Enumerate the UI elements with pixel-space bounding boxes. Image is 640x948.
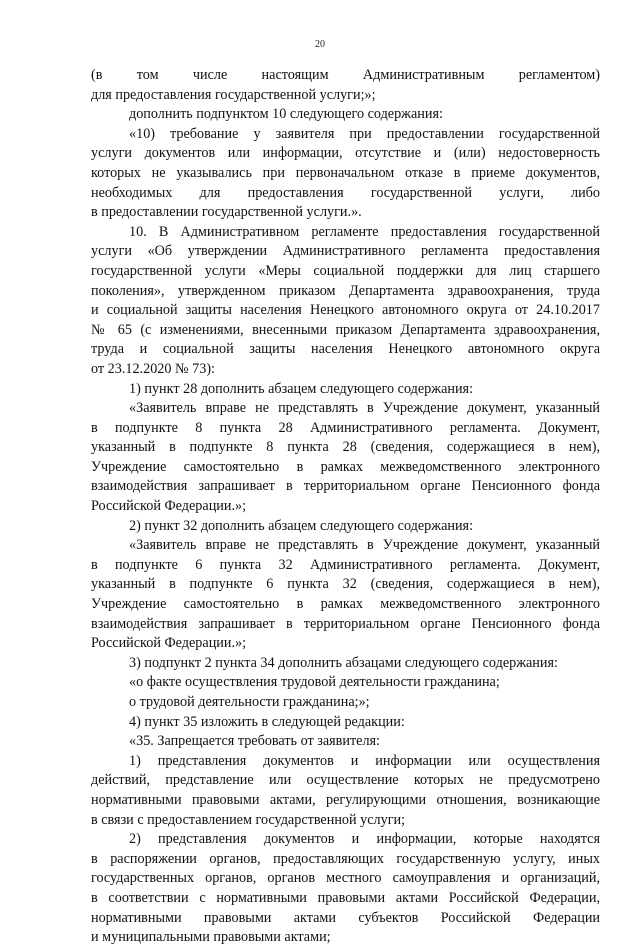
- text-line: 2) пункт 32 дополнить абзацем следующего содержания:: [129, 517, 474, 534]
- text-line: услуги «Об утверждении Административного регламента предоставления: [91, 243, 600, 260]
- text-line: труда и социальной защиты населения Ненецкого автономного округа: [91, 341, 600, 358]
- text-line: взаимодействия запрашивает в территориальном органе Пенсионного фонда: [91, 478, 600, 495]
- text-line: в предоставлении государственной услуги.».: [91, 204, 362, 221]
- text-line: «Заявитель вправе не представлять в Учреждение документ, указанный: [129, 400, 600, 417]
- text-line: Российской Федерации.»;: [91, 635, 247, 652]
- text-line: «35. Запрещается требовать от заявителя:: [129, 733, 380, 750]
- text-line: Учреждение самостоятельно в рамках межведомственного электронного: [91, 458, 600, 475]
- text-line: дополнить подпунктом 10 следующего содержания:: [129, 106, 443, 123]
- text-line: в распоряжении органов, предоставляющих государственную услугу, иных: [91, 850, 600, 867]
- text-line: указанный в подпункте 8 пункта 28 (сведения, содержащиеся в нем),: [91, 439, 600, 456]
- text-line: 2) представления документов и информации, которые находятся: [129, 831, 600, 848]
- document-body: [91, 66, 600, 948]
- text-line: о трудовой деятельности гражданина;»;: [129, 694, 370, 710]
- text-line: действий, представление или осуществление которых не предусмотрено: [91, 772, 600, 789]
- text-line: «Заявитель вправе не представлять в Учреждение документ, указанный: [129, 537, 600, 554]
- text-line: поколения», утвержденном приказом Департамента здравоохранения, труда: [91, 282, 600, 299]
- text-line: и муниципальными правовыми актами;: [91, 929, 331, 946]
- text-line: Российской Федерации.»;: [91, 498, 247, 515]
- text-line: которых не указывались при первоначальном отказе в приеме документов,: [91, 164, 600, 181]
- text-line: государственной услуги «Меры социальной поддержки для лиц старшего: [91, 262, 600, 279]
- text-line: нормативными правовыми актами субъектов Российской Федерации: [91, 909, 600, 926]
- text-line: Учреждение самостоятельно в рамках межведомственного электронного: [91, 596, 600, 613]
- text-line: № 65 (с изменениями, внесенными приказом Департамента здравоохранения,: [91, 321, 600, 338]
- text-line: в подпункте 6 пункта 32 Административного регламента. Документ,: [91, 556, 600, 573]
- text-line: указанный в подпункте 6 пункта 32 (сведения, содержащиеся в нем),: [91, 576, 600, 593]
- text-line: взаимодействия запрашивает в территориальном органе Пенсионного фонда: [91, 615, 600, 632]
- text-line: в подпункте 8 пункта 28 Административного регламента. Документ,: [91, 419, 600, 436]
- text-line: государственных органов, органов местного самоуправления и организаций,: [91, 870, 600, 887]
- text-line: услуги документов или информации, отсутствие и (или) недостоверность: [91, 145, 600, 162]
- text-line: в соответствии с нормативными правовыми актами Российской Федерации,: [91, 889, 600, 906]
- text-line: 10. В Административном регламенте предоставления государственной: [129, 223, 600, 240]
- text-line: от 23.12.2020 № 73):: [91, 360, 215, 377]
- text-line: в связи с предоставлением государственной услуги;: [91, 811, 406, 828]
- text-line: для предоставления государственной услуги;»;: [91, 86, 376, 103]
- text-line: и социальной защиты населения Ненецкого автономного округа от 24.10.2017: [91, 302, 600, 319]
- text-line: нормативными правовыми актами, регулирующими отношения, возникающие: [91, 791, 600, 808]
- text-line: 4) пункт 35 изложить в следующей редакции:: [129, 713, 405, 730]
- text-line: (в том числе настоящим Административным регламентом): [91, 67, 600, 83]
- text-line: «о факте осуществления трудовой деятельности гражданина;: [129, 674, 500, 691]
- page-number: 20: [315, 39, 325, 50]
- text-line: 3) подпункт 2 пункта 34 дополнить абзацами следующего содержания:: [129, 654, 558, 671]
- text-line: «10) требование у заявителя при предоставлении государственной: [129, 125, 600, 142]
- text-line: 1) пункт 28 дополнить абзацем следующего содержания:: [129, 380, 474, 397]
- text-line: 1) представления документов и информации или осуществления: [129, 752, 600, 769]
- text-line: необходимых для предоставления государственной услуги, либо: [91, 184, 600, 201]
